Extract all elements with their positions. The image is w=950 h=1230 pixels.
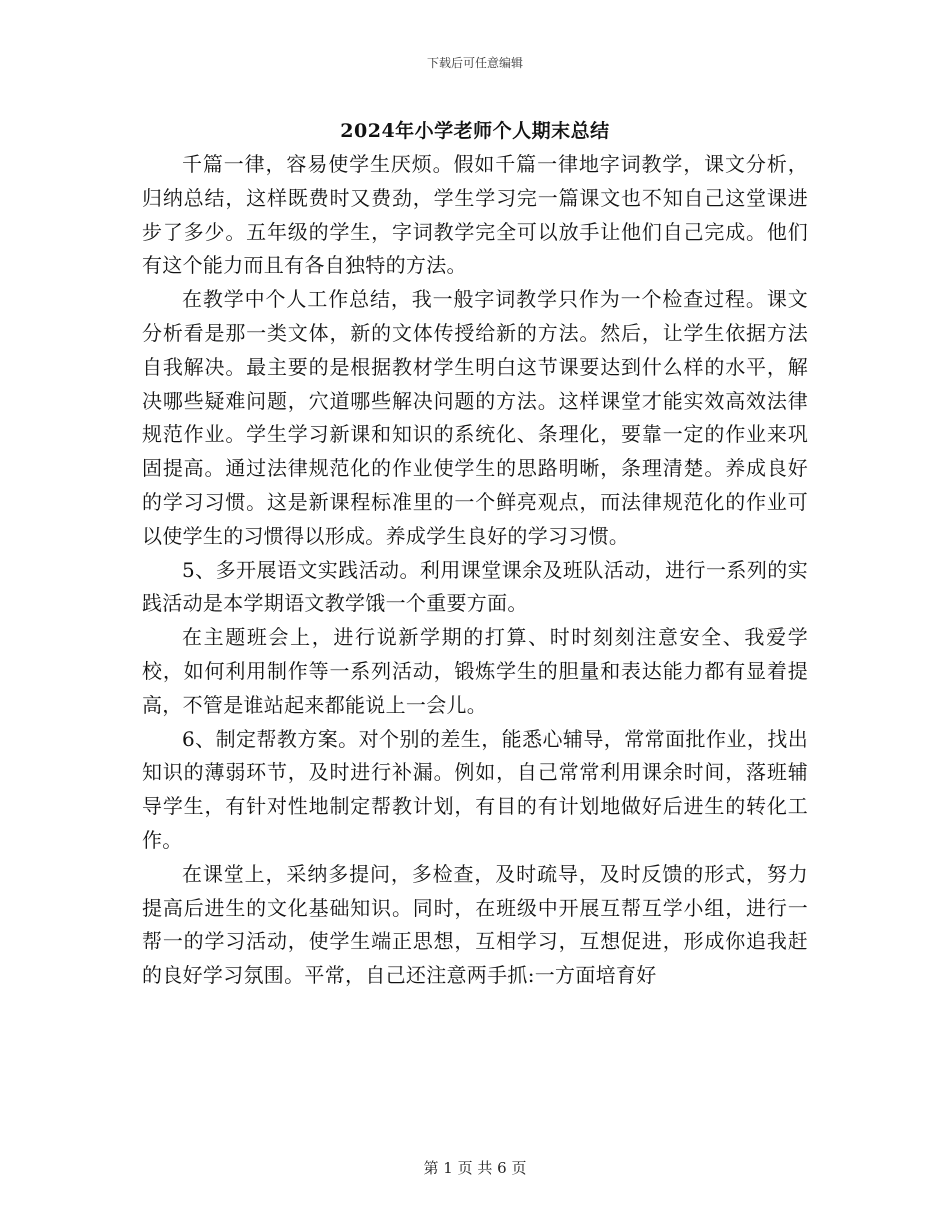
paragraph: 在主题班会上，进行说新学期的打算、时时刻刻注意安全、我爱学校，如何利用制作等一系列活动，锻炼学生的胆量和表达能力都有显着提高，不管是谁站起来都能说上一会儿。 xyxy=(142,625,808,717)
document-title: 2024年小学老师个人期末总结 xyxy=(340,120,610,142)
page-header-note: 下载后可任意编辑 xyxy=(426,56,523,70)
paragraph: 千篇一律，容易使学生厌烦。假如千篇一律地字词教学，课文分析，归纳总结，这样既费时又费劲，学生学习完一篇课文也不知自己这堂课进步了多少。五年级的学生，字词教学完全可以放手让他们自己完成。他们有这个能力而且有各自独特的方法。 xyxy=(142,152,808,278)
paragraph: 在课堂上，采纳多提问，多检查，及时疏导，及时反馈的形式，努力提高后进生的文化基础知识。同时，在班级中开展互帮互学小组，进行一帮一的学习活动，使学生端正思想，互相学习，互想促进，形成你追我赶的良好学习氛围。平常，自己还注意两手抓:一方面培育好 xyxy=(142,861,808,988)
page-number-footer: 第 1 页 共 6 页 xyxy=(423,1159,527,1177)
paragraph: 6、制定帮教方案。对个别的差生，能悉心辅导，常常面批作业，找出知识的薄弱环节，及时进行补漏。例如，自己常常利用课余时间，落班辅导学生，有针对性地制定帮教计划，有目的有计划地做好后进生的转化工作。 xyxy=(142,726,808,852)
paragraph: 在教学中个人工作总结，我一般字词教学只作为一个检查过程。课文分析看是那一类文体，新的文体传授给新的方法。然后，让学生依据方法自我解决。最主要的是根据教材学生明白这节课要达到什么样的水平，解决哪些疑难问题，穴道哪些解决问题的方法。这样课堂才能实效高效法律规范作业。学生学习新课和知识的系统化、条理化，要靠一定的作业来巩固提高。通过法律规范化的作业使学生的思路明晰，条理清楚。养成良好的学习习惯。这是新课程标准里的一个鲜亮观点，而法律规范化的作业可以使学生的习惯得以形成。养成学生良好的学习习惯。 xyxy=(142,287,808,548)
paragraph: 5、多开展语文实践活动。利用课堂课余及班队活动，进行一系列的实践活动是本学期语文教学饿一个重要方面。 xyxy=(142,557,808,616)
document-body xyxy=(142,148,808,993)
